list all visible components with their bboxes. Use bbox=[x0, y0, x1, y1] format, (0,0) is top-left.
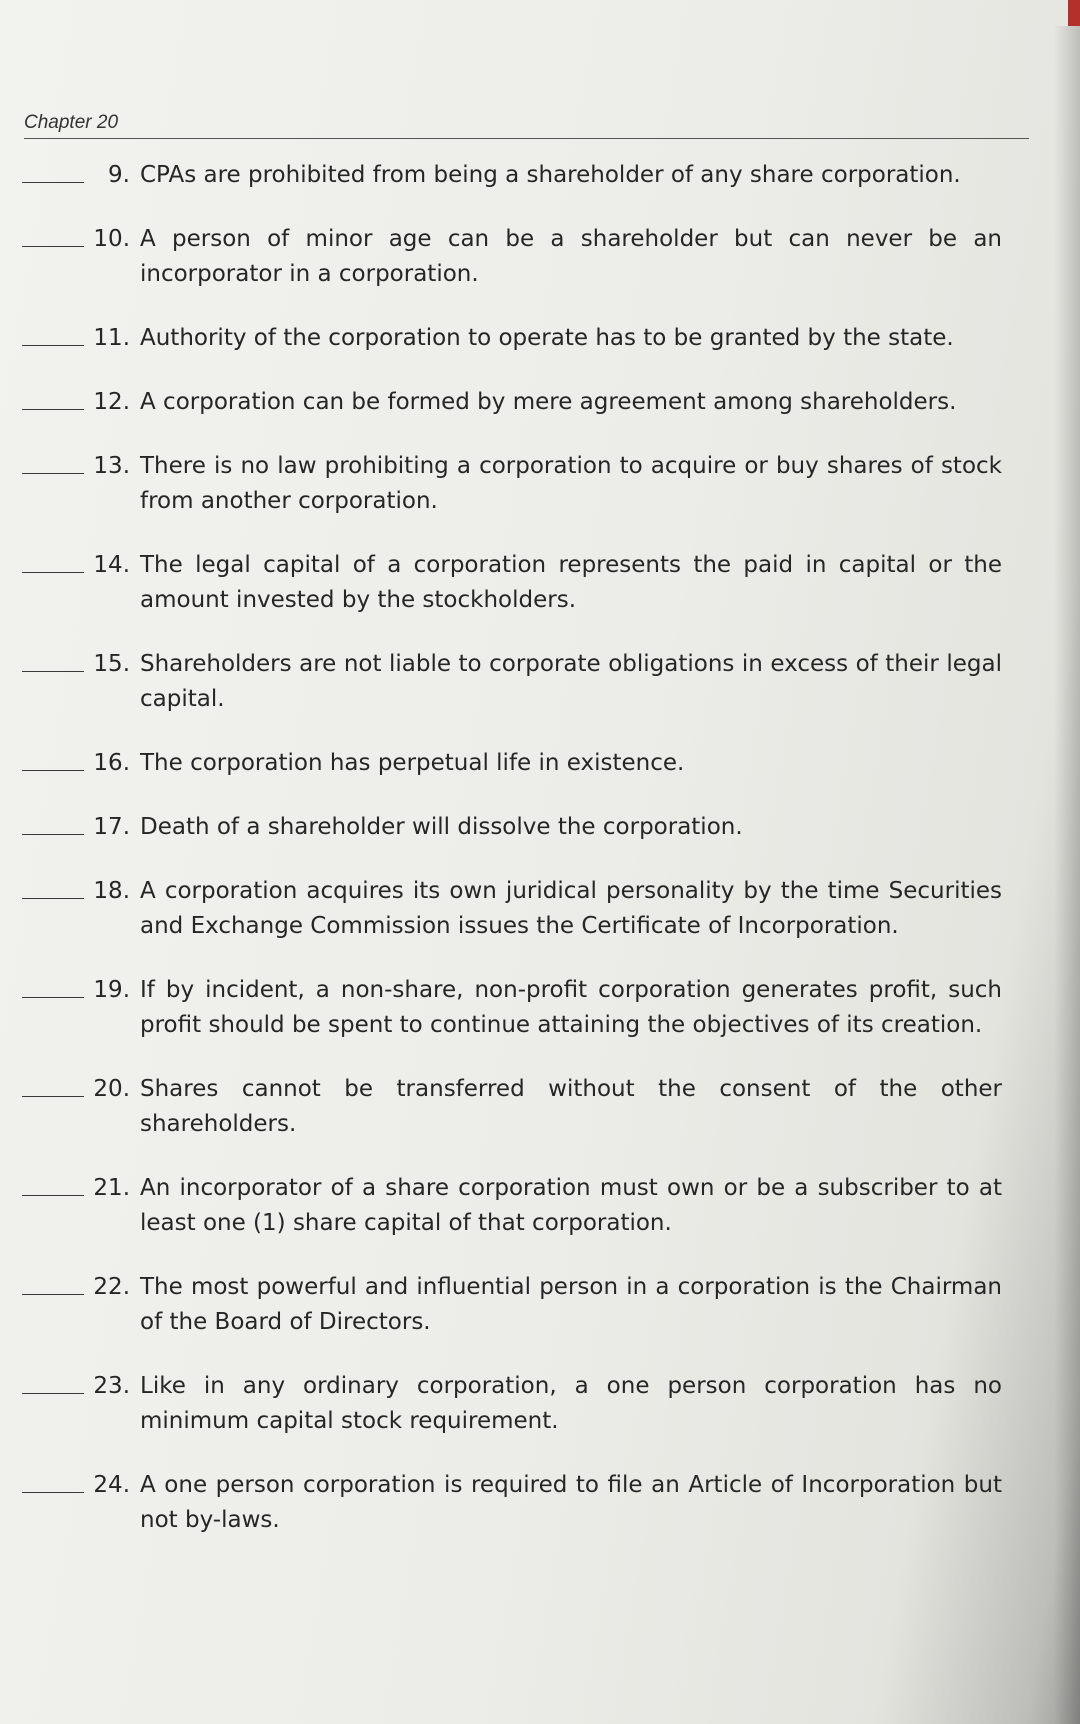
list-item bbox=[22, 548, 1042, 618]
item-statement: Like in any ordinary corporation, a one person corporation has no minimum capital stock requirement. bbox=[140, 1373, 1002, 1434]
item-number: 22. bbox=[93, 1274, 130, 1300]
answer-blank[interactable] bbox=[22, 449, 84, 474]
answer-blank[interactable] bbox=[22, 1072, 84, 1097]
item-statement: The legal capital of a corporation represents the paid in capital or the amount invested by the stockholders. bbox=[140, 552, 1002, 613]
answer-blank[interactable] bbox=[22, 1369, 84, 1394]
list-item bbox=[22, 1171, 1042, 1241]
item-statement: A corporation acquires its own juridical personality by the time Securities and Exchange Commission issues the Certificate of Incorporation. bbox=[140, 878, 1002, 939]
item-number: 16. bbox=[93, 750, 130, 776]
list-item bbox=[22, 874, 1042, 944]
item-statement: Authority of the corporation to operate has to be granted by the state. bbox=[140, 325, 954, 351]
item-statement: CPAs are prohibited from being a shareholder of any share corporation. bbox=[140, 162, 961, 188]
list-item bbox=[22, 746, 1042, 781]
item-statement: Shares cannot be transferred without the consent of the other shareholders. bbox=[140, 1076, 1002, 1137]
answer-blank[interactable] bbox=[22, 548, 84, 573]
item-statement: If by incident, a non-share, non-profit corporation generates profit, such profit should be spent to continue attaining the objectives of its creation. bbox=[140, 977, 1002, 1038]
item-statement: A person of minor age can be a shareholder but can never be an incorporator in a corporation. bbox=[140, 226, 1002, 287]
list-item bbox=[22, 158, 1042, 193]
binding-shadow bbox=[1054, 26, 1080, 1724]
item-number: 15. bbox=[93, 651, 130, 677]
item-statement: A corporation can be formed by mere agreement among shareholders. bbox=[140, 389, 957, 415]
answer-blank[interactable] bbox=[22, 810, 84, 835]
answer-blank[interactable] bbox=[22, 1270, 84, 1295]
list-item bbox=[22, 321, 1042, 356]
item-statement: The corporation has perpetual life in existence. bbox=[140, 750, 685, 776]
item-number: 24. bbox=[93, 1472, 130, 1498]
list-item bbox=[22, 1270, 1042, 1340]
answer-blank[interactable] bbox=[22, 746, 84, 771]
item-number: 20. bbox=[93, 1076, 130, 1102]
list-item bbox=[22, 810, 1042, 845]
true-false-list bbox=[22, 158, 1042, 1567]
item-number: 14. bbox=[93, 552, 130, 578]
list-item bbox=[22, 1468, 1042, 1538]
item-number: 12. bbox=[93, 389, 130, 415]
answer-blank[interactable] bbox=[22, 874, 84, 899]
item-statement: The most powerful and influential person in a corporation is the Chairman of the Board of Directors. bbox=[140, 1274, 1002, 1335]
item-number: 23. bbox=[93, 1373, 130, 1399]
list-item bbox=[22, 973, 1042, 1043]
item-number: 18. bbox=[93, 878, 130, 904]
list-item bbox=[22, 1369, 1042, 1439]
item-number: 21. bbox=[93, 1175, 130, 1201]
answer-blank[interactable] bbox=[22, 1468, 84, 1493]
list-item bbox=[22, 1072, 1042, 1142]
list-item bbox=[22, 647, 1042, 717]
answer-blank[interactable] bbox=[22, 222, 84, 247]
chapter-label: Chapter 20 bbox=[24, 112, 119, 133]
answer-blank[interactable] bbox=[22, 385, 84, 410]
answer-blank[interactable] bbox=[22, 647, 84, 672]
answer-blank[interactable] bbox=[22, 1171, 84, 1196]
item-number: 11. bbox=[93, 325, 130, 351]
item-statement: Shareholders are not liable to corporate obligations in excess of their legal capital. bbox=[140, 651, 1002, 712]
answer-blank[interactable] bbox=[22, 158, 84, 183]
page-tab-marker bbox=[1068, 0, 1080, 26]
page-header bbox=[24, 108, 1029, 139]
item-statement: There is no law prohibiting a corporation to acquire or buy shares of stock from another corporation. bbox=[140, 453, 1002, 514]
answer-blank[interactable] bbox=[22, 321, 84, 346]
list-item bbox=[22, 222, 1042, 292]
item-number: 17. bbox=[93, 814, 130, 840]
list-item bbox=[22, 449, 1042, 519]
list-item bbox=[22, 385, 1042, 420]
item-statement: A one person corporation is required to file an Article of Incorporation but not by-laws. bbox=[140, 1472, 1002, 1533]
item-number: 19. bbox=[93, 977, 130, 1003]
item-statement: Death of a shareholder will dissolve the corporation. bbox=[140, 814, 743, 840]
answer-blank[interactable] bbox=[22, 973, 84, 998]
item-number: 10. bbox=[93, 226, 130, 252]
item-number: 9. bbox=[108, 162, 130, 188]
item-statement: An incorporator of a share corporation must own or be a subscriber to at least one (1) share capital of that corporation. bbox=[140, 1175, 1002, 1236]
item-number: 13. bbox=[93, 453, 130, 479]
